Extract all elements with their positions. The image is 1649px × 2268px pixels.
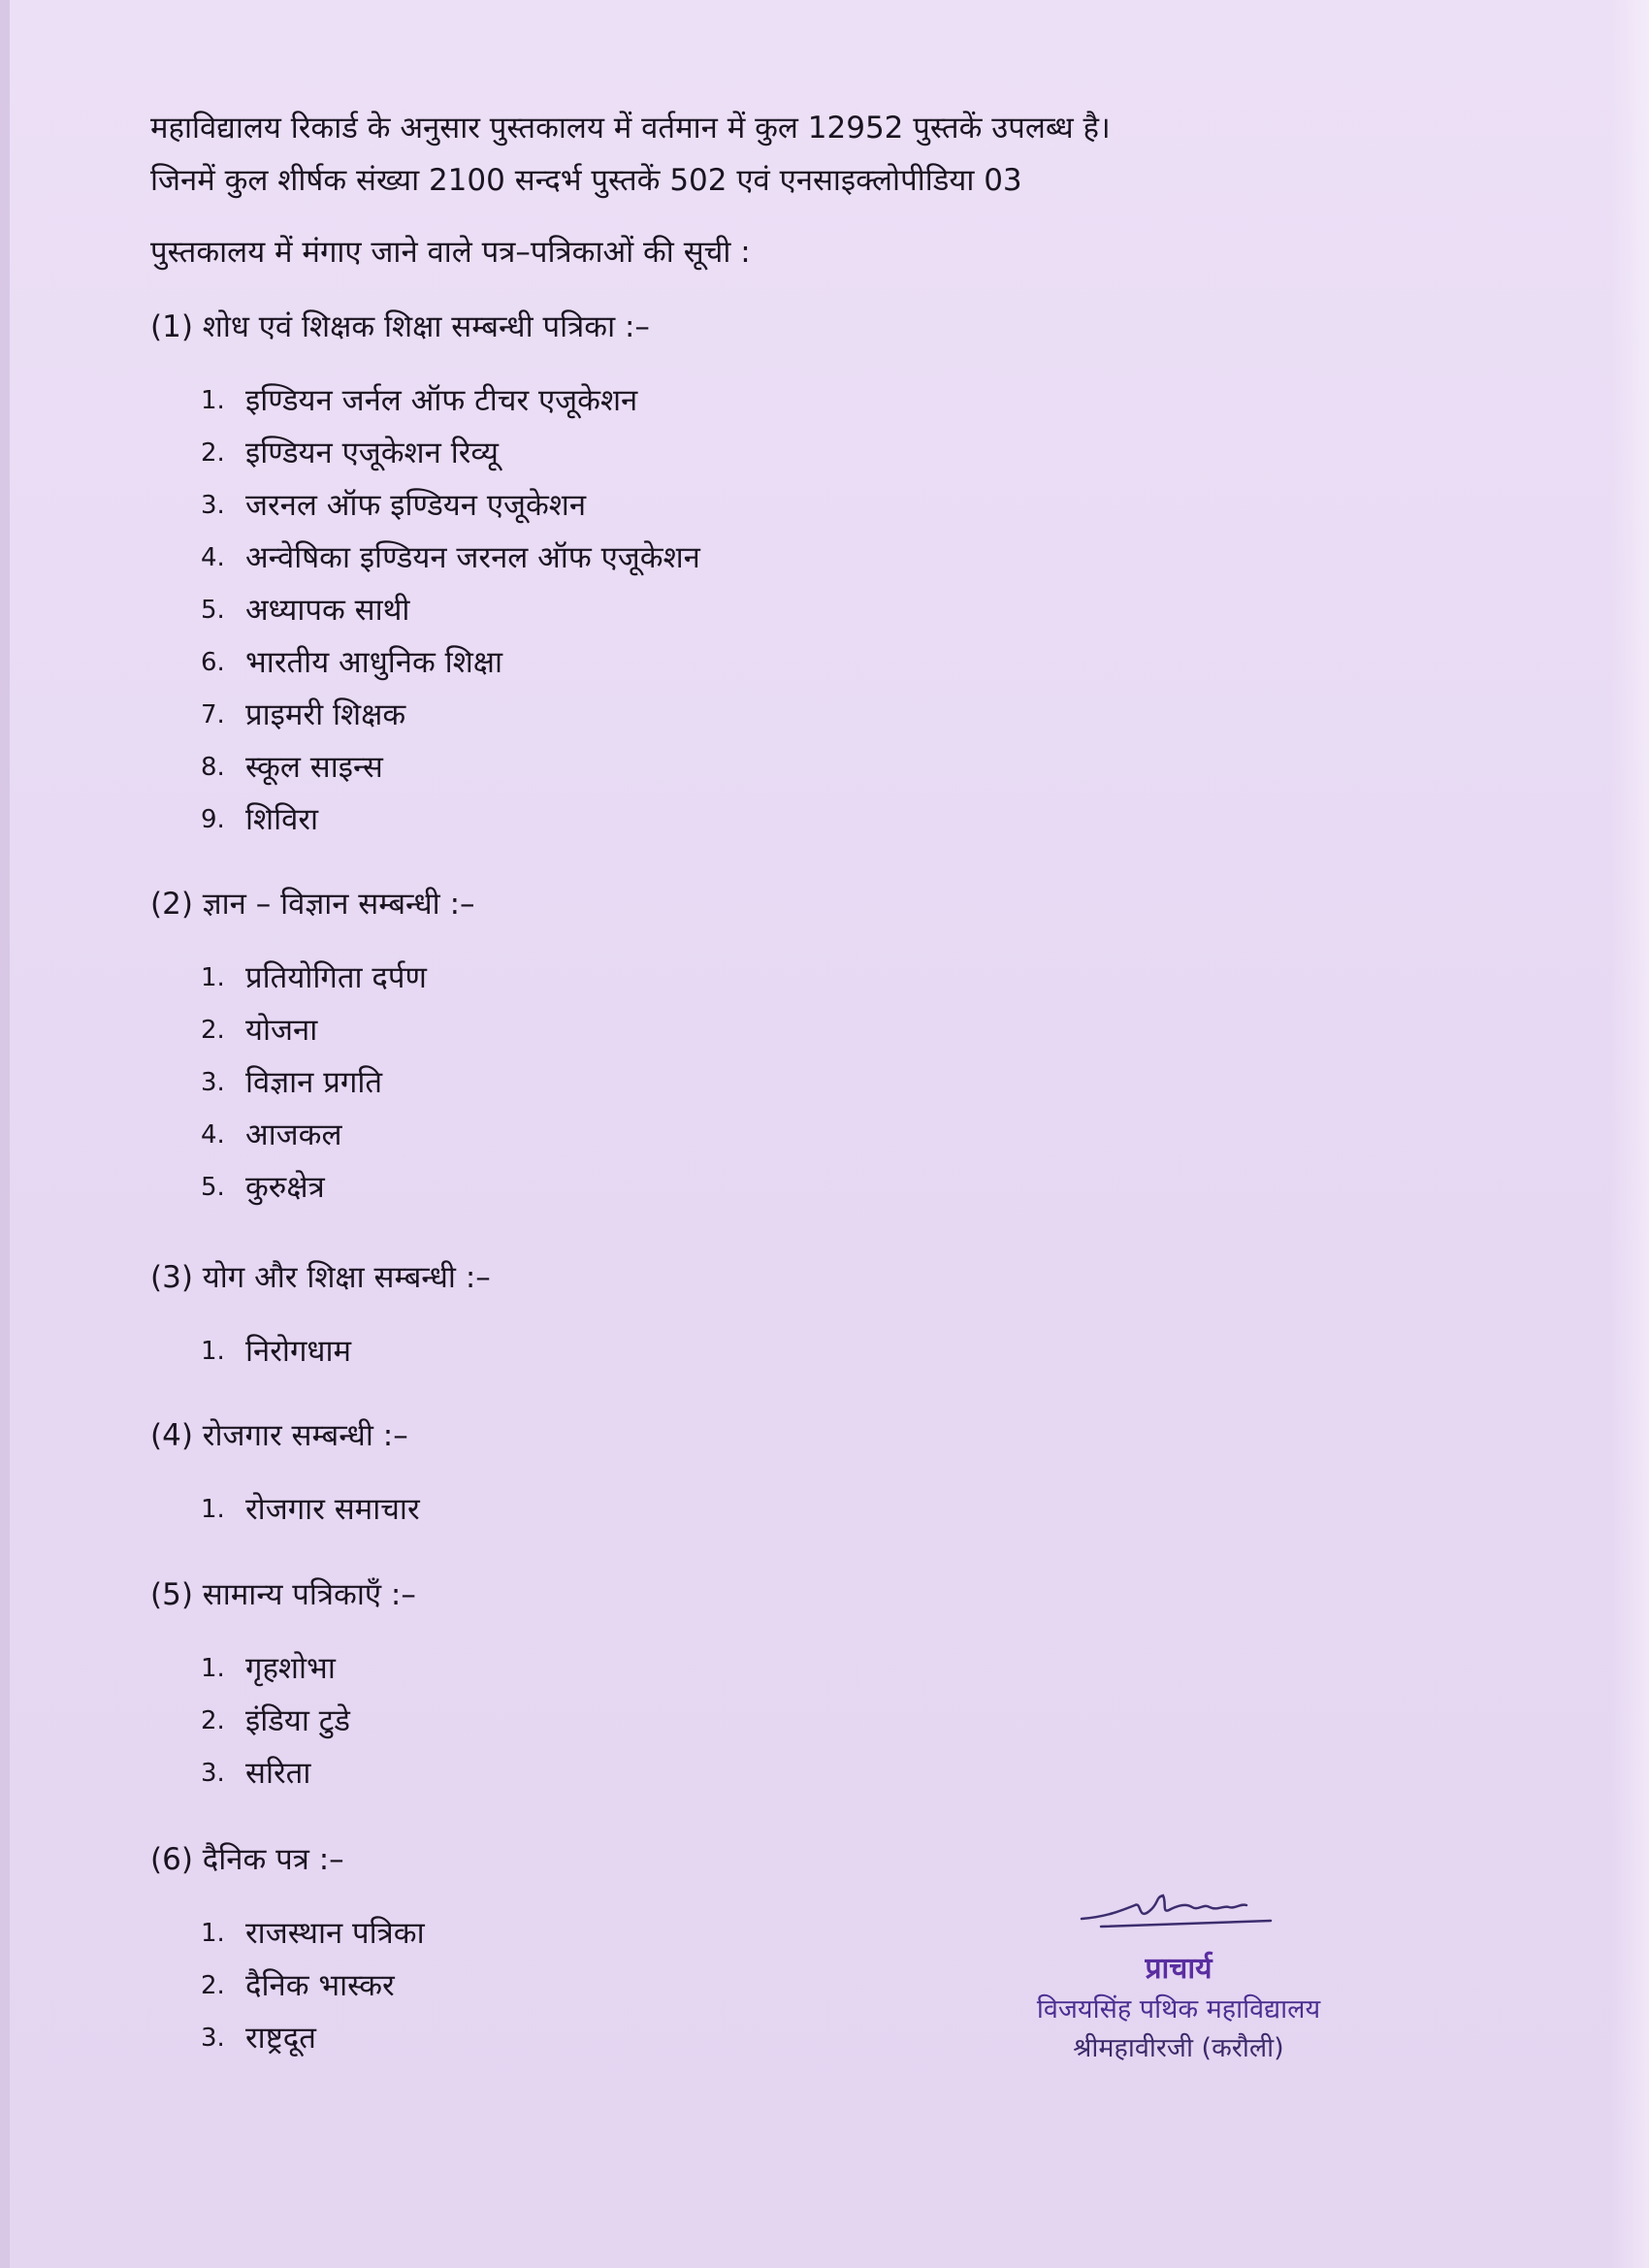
item-number: 6. (201, 648, 225, 677)
section-4 (150, 1409, 1023, 1536)
item-text: योजना (245, 1013, 318, 1048)
section-item-list (150, 1907, 1023, 2064)
item-number: 1. (201, 1919, 225, 1948)
item-number: 5. (201, 596, 225, 625)
item-number: 2. (201, 1016, 225, 1045)
list-item (201, 479, 1023, 532)
list-item (201, 636, 1023, 689)
item-text: शिविरा (245, 802, 319, 837)
item-text: भारतीय आधुनिक शिक्षा (245, 645, 503, 680)
item-number: 3. (201, 1759, 225, 1788)
item-text: आजकल (245, 1118, 342, 1152)
item-text: स्कूल साइन्स (245, 750, 383, 785)
college-place: श्रीमहावीरजी (करौली) (1073, 2033, 1284, 2063)
list-item (201, 741, 1023, 794)
item-text: गृहशोभा (245, 1651, 336, 1686)
item-number: 1. (201, 1495, 225, 1524)
section-heading: (1) शोध एवं शिक्षक शिक्षा सम्बन्धी पत्रिका :– (150, 309, 650, 344)
section-6 (150, 1833, 1023, 2064)
section-heading: (6) दैनिक पत्र :– (150, 1842, 344, 1877)
item-number: 2. (201, 1706, 225, 1735)
list-item (201, 1325, 1023, 1377)
item-number: 5. (201, 1173, 225, 1202)
list-item (201, 689, 1023, 741)
section-item-list (150, 1325, 1023, 1377)
list-item (201, 794, 1023, 846)
item-text: अन्वेषिका इण्डियन जरनल ऑफ एजूकेशन (245, 540, 700, 575)
item-number: 7. (201, 700, 225, 729)
section-heading: (4) रोजगार सम्बन्धी :– (150, 1418, 408, 1453)
item-text: इंडिया टुडे (245, 1703, 350, 1738)
signatory-title: प्राचार्य (1145, 1952, 1212, 1986)
list-item (201, 952, 1023, 1004)
intro-paragraph (150, 102, 1440, 207)
section-heading: (3) योग और शिक्षा सम्बन्धी :– (150, 1260, 491, 1295)
section-2 (150, 878, 1023, 1214)
section-item-list (150, 952, 1023, 1214)
item-text: राजस्थान पत्रिका (245, 1916, 425, 1951)
list-item (201, 1109, 1023, 1161)
item-number: 2. (201, 438, 225, 468)
item-text: अध्यापक साथी (245, 593, 410, 628)
item-number: 1. (201, 1654, 225, 1683)
list-item (201, 374, 1023, 427)
section-1 (150, 301, 1023, 846)
item-number: 2. (201, 1971, 225, 2000)
list-item (201, 532, 1023, 584)
item-number: 4. (201, 1120, 225, 1150)
list-title: पुस्तकालय में मंगाए जाने वाले पत्र–पत्रिकाओं की सूची : (150, 235, 751, 270)
item-number: 4. (201, 543, 225, 572)
item-text: इण्डियन जर्नल ऑफ टीचर एजूकेशन (245, 383, 638, 418)
intro-line-2: जिनमें कुल शीर्षक संख्या 2100 सन्दर्भ पुस्तकें 502 एवं एनसाइक्लोपीडिया 03 (150, 163, 1022, 198)
item-text: दैनिक भास्कर (245, 1968, 395, 2003)
list-item (201, 1642, 1023, 1695)
list-item (201, 1483, 1023, 1536)
list-item (201, 1004, 1023, 1056)
list-item (201, 427, 1023, 479)
item-number: 1. (201, 386, 225, 415)
list-item (201, 2012, 1023, 2064)
item-text: निरोगधाम (245, 1334, 352, 1369)
item-number: 9. (201, 805, 225, 834)
section-heading: (2) ज्ञान – विज्ञान सम्बन्धी :– (150, 887, 475, 922)
section-3 (150, 1251, 1023, 1377)
intro-line-1: महाविद्यालय रिकार्ड के अनुसार पुस्तकालय में वर्तमान में कुल 12952 पुस्तकें उपलब्ध है। (150, 111, 1111, 146)
signature-block (999, 1882, 1358, 2068)
item-number: 8. (201, 753, 225, 782)
item-text: जरनल ऑफ इण्डियन एजूकेशन (245, 488, 587, 523)
item-text: राष्ट्रदूत (245, 2021, 316, 2056)
item-number: 1. (201, 963, 225, 992)
item-number: 3. (201, 491, 225, 520)
list-item (201, 1161, 1023, 1214)
list-item (201, 1747, 1023, 1799)
college-name: विजयसिंह पथिक महाविद्यालय (1036, 1994, 1321, 2025)
item-text: प्राइमरी शिक्षक (245, 697, 406, 732)
item-text: प्रतियोगिता दर्पण (245, 960, 427, 995)
handwritten-signature (1062, 1882, 1295, 1940)
item-text: इण्डियन एजूकेशन रिव्यू (245, 436, 499, 470)
section-item-list (150, 374, 1023, 846)
section-5 (150, 1569, 1023, 1799)
section-item-list (150, 1483, 1023, 1536)
section-item-list (150, 1642, 1023, 1799)
item-number: 1. (201, 1337, 225, 1366)
list-item (201, 1960, 1023, 2012)
item-text: कुरुक्षेत्र (245, 1170, 325, 1205)
item-text: रोजगार समाचार (245, 1492, 420, 1527)
item-text: विज्ञान प्रगति (245, 1065, 383, 1100)
section-heading: (5) सामान्य पत्रिकाएँ :– (150, 1577, 416, 1612)
list-item (201, 1056, 1023, 1109)
item-number: 3. (201, 1068, 225, 1097)
item-text: सरिता (245, 1756, 311, 1791)
item-number: 3. (201, 2024, 225, 2053)
list-item (201, 1907, 1023, 1960)
list-item (201, 584, 1023, 636)
list-item (201, 1695, 1023, 1747)
